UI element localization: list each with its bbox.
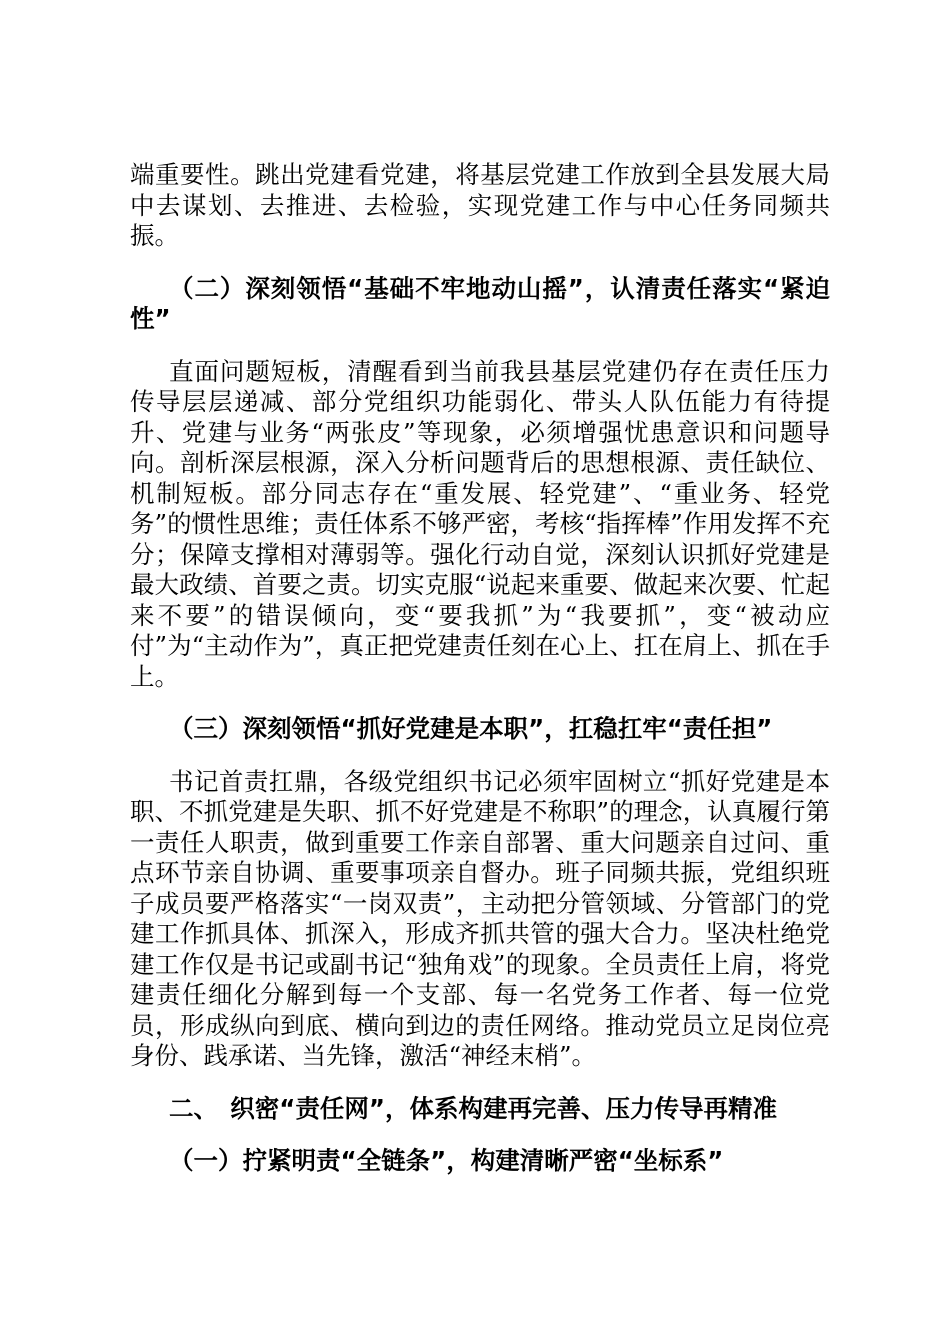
paragraph-continuation: 端重要性。跳出党建看党建，将基层党建工作放到全县发展大局中去谋划、去推进、去检验，实现党建工作与中心任务同频共振。 xyxy=(130,160,830,250)
paragraph-urgency: 直面问题短板，清醒看到当前我县基层党建仍存在责任压力传导层层递减、部分党组织功能弱化、带头人队伍能力有待提升、党建与业务“两张皮”等现象，必须增强忧患意识和问题导向。剖析深层根源，深入分析问题背后的思想根源、责任缺位、机制短板。部分同志存在“重发展、轻党建”、“重业务、轻党务”的惯性思维；责任体系不够严密，考核“指挥棒”作用发挥不充分；保障支撑相对薄弱等。强化行动自觉，深刻认识抓好党建是最大政绩、首要之责。切实克服“说起来重要、做起来次要、忙起来不要”的错误倾向，变“要我抓”为“我要抓”，变“被动应付”为“主动作为”，真正把党建责任刻在心上、扛在肩上、抓在手上。 xyxy=(130,356,830,691)
paragraph-responsibility: 书记首责扛鼎，各级党组织书记必须牢固树立“抓好党建是本职、不抓党建是失职、抓不好党建是不称职”的理念，认真履行第一责任人职责，做到重要工作亲自部署、重大问题亲自过问、重点环节亲自协调、重要事项亲自督办。班子同频共振，党组织班子成员要严格落实“一岗双责”，主动把分管领域、分管部门的党建工作抓具体、抓深入，形成齐抓共管的强大合力。坚决杜绝党建工作仅是书记或副书记“独角戏”的现象。全员责任上肩，将党建责任细化分解到每一个支部、每一名党务工作者、每一位党员，形成纵向到底、横向到边的责任网络。推动党员立足岗位亮身份、践承诺、当先锋，激活“神经末梢”。 xyxy=(130,766,830,1070)
chapter-heading-2: 二、 织密“责任网”，体系构建再完善、压力传导再精准 xyxy=(169,1093,777,1123)
section-heading-3: （三）深刻领悟“抓好党建是本职”，扛稳扛牢“责任担” xyxy=(169,714,773,743)
section-heading-2: （二）深刻领悟“基础不牢地动山摇”，认清责任落实“紧迫性” xyxy=(130,273,830,333)
document-page xyxy=(130,160,830,1177)
section-heading-2-1: （一）拧紧明责“全链条”，构建清晰严密“坐标系” xyxy=(169,1146,724,1175)
